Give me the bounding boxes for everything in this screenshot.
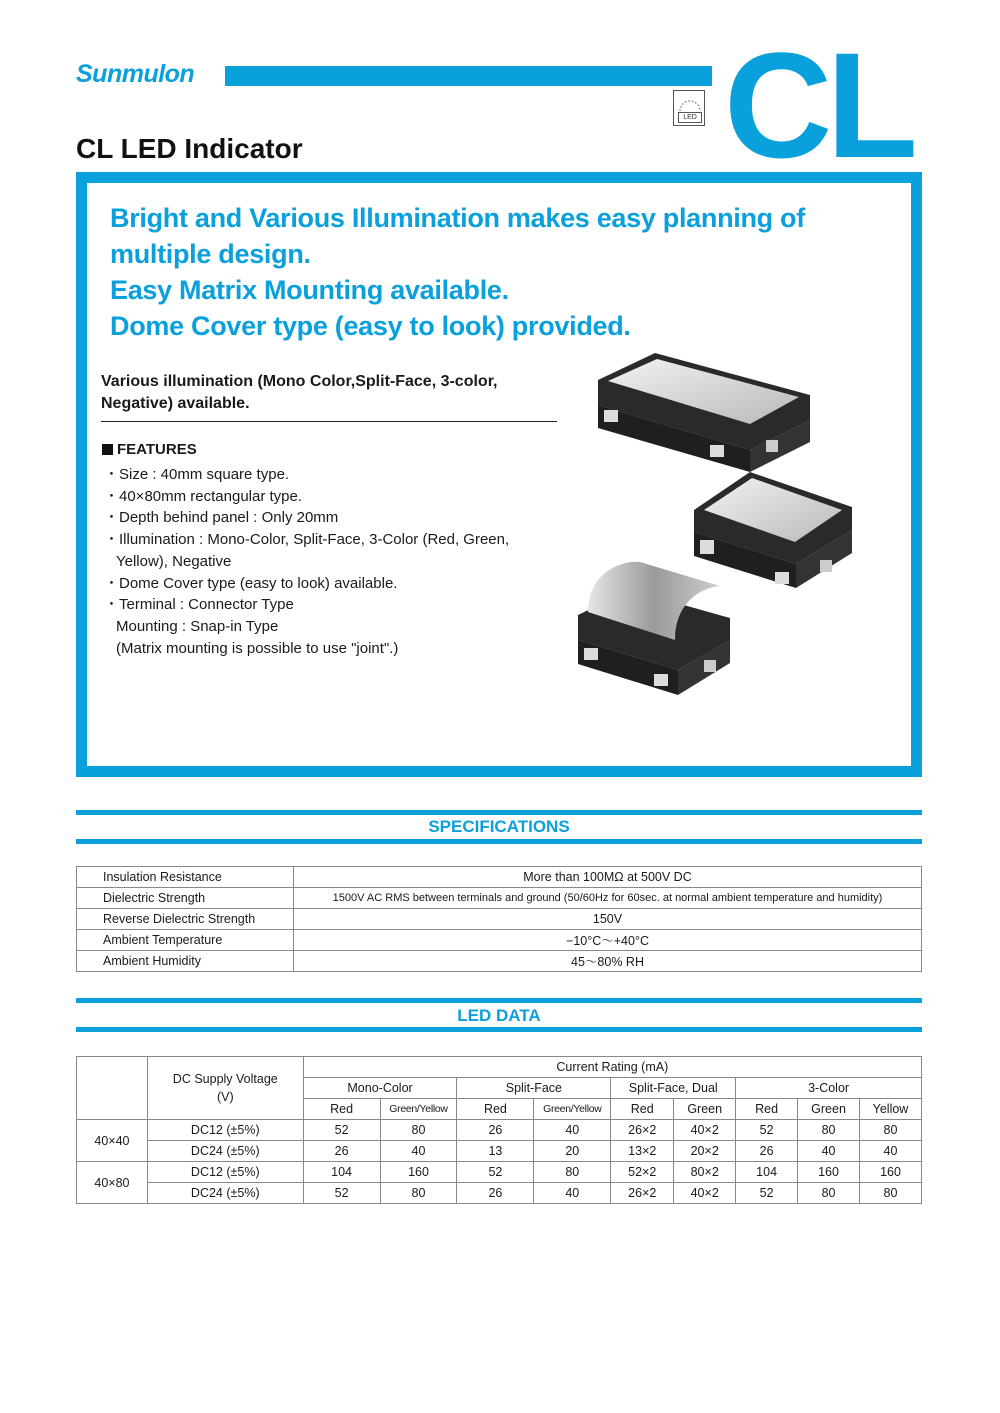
value-cell: 52 — [736, 1120, 798, 1141]
feature-line: Yellow), Negative — [116, 552, 232, 570]
features-title: FEATURES — [117, 441, 197, 458]
color-header: Yellow — [860, 1099, 922, 1120]
table-row — [77, 930, 922, 951]
color-header: Red — [736, 1099, 798, 1120]
spec-label: Reverse Dielectric Strength — [77, 909, 294, 930]
spec-label: Dielectric Strength — [77, 888, 294, 909]
group-header: 3-Color — [736, 1078, 922, 1099]
section-rule — [76, 839, 922, 844]
value-cell: 20 — [534, 1141, 611, 1162]
value-cell: 80 — [798, 1183, 860, 1204]
color-header: Red — [611, 1099, 674, 1120]
value-cell: 26 — [457, 1120, 534, 1141]
led-badge — [673, 90, 705, 126]
value-cell: 104 — [736, 1162, 798, 1183]
value-cell: 40 — [380, 1141, 457, 1162]
voltage-cell: DC12 (±5%) — [147, 1162, 303, 1183]
specifications-table — [76, 866, 922, 972]
feature-line: ・Size : 40mm square type. — [104, 466, 290, 483]
value-cell: 40 — [534, 1120, 611, 1141]
table-row — [77, 1183, 922, 1204]
led-badge-label: LED — [678, 112, 702, 123]
led-data-table — [76, 1056, 922, 1204]
value-cell: 80×2 — [674, 1162, 736, 1183]
voltage-cell: DC24 (±5%) — [147, 1141, 303, 1162]
spec-value: −10°C～+40°C — [294, 930, 922, 951]
value-cell: 52 — [457, 1162, 534, 1183]
feature-line: Mounting : Snap-in Type — [116, 617, 279, 635]
color-header: Green — [798, 1099, 860, 1120]
value-cell: 40 — [798, 1141, 860, 1162]
feature-line: ・Dome Cover type (easy to look) available. — [104, 574, 398, 592]
value-cell: 40×2 — [674, 1183, 736, 1204]
value-cell: 80 — [380, 1183, 457, 1204]
table-row — [77, 867, 922, 888]
feature-line: ・Depth behind panel : Only 20mm — [104, 509, 339, 527]
spec-label: Ambient Temperature — [77, 930, 294, 951]
header-bar — [225, 66, 712, 86]
value-cell: 26 — [736, 1141, 798, 1162]
group-header: Mono-Color — [303, 1078, 457, 1099]
table-row — [77, 888, 922, 909]
headline-line: Easy Matrix Mounting available. — [110, 275, 509, 305]
table-header-row — [77, 1057, 922, 1078]
value-cell: 52 — [303, 1120, 380, 1141]
features-heading — [102, 441, 197, 458]
value-cell: 52×2 — [611, 1162, 674, 1183]
spec-value: 1500V AC RMS between terminals and ground (50/60Hz for 60sec. at normal ambient temperature and humidity) — [294, 888, 922, 909]
value-cell: 52 — [736, 1183, 798, 1204]
spec-value: 150V — [294, 909, 922, 930]
table-row — [77, 1120, 922, 1141]
value-cell: 80 — [380, 1120, 457, 1141]
size-cell: 40×40 — [77, 1120, 148, 1162]
section-rule — [76, 1027, 922, 1032]
feature-line: (Matrix mounting is possible to use "joint".) — [116, 639, 399, 657]
table-row — [77, 951, 922, 972]
subhead-line: Various illumination (Mono Color,Split-Face, 3-color, — [101, 373, 498, 390]
header-text: DC Supply Voltage — [172, 1072, 278, 1086]
color-header: Green/Yellow — [534, 1099, 611, 1120]
specifications-title: SPECIFICATIONS — [428, 817, 570, 836]
header-text: (V) — [216, 1090, 234, 1104]
value-cell: 40 — [534, 1183, 611, 1204]
section-rule — [76, 810, 922, 815]
value-cell: 26 — [457, 1183, 534, 1204]
square-indicator-image — [694, 472, 852, 588]
series-code: CL — [724, 21, 912, 189]
value-cell: 160 — [380, 1162, 457, 1183]
feature-line: ・Illumination : Mono-Color, Split-Face, 3-Color (Red, Green, — [104, 531, 510, 549]
dome-indicator-image — [578, 562, 730, 695]
group-header: Split-Face — [457, 1078, 611, 1099]
page-title: CL LED Indicator — [76, 133, 303, 164]
headline-line: Bright and Various Illumination makes easy planning of — [110, 203, 805, 233]
led-data-title: LED DATA — [457, 1006, 541, 1025]
supply-voltage-header — [147, 1057, 303, 1120]
value-cell: 52 — [303, 1183, 380, 1204]
value-cell: 160 — [860, 1162, 922, 1183]
table-row — [77, 1162, 922, 1183]
value-cell: 104 — [303, 1162, 380, 1183]
table-row — [77, 1141, 922, 1162]
value-cell: 80 — [860, 1120, 922, 1141]
color-header: Red — [457, 1099, 534, 1120]
value-cell: 26 — [303, 1141, 380, 1162]
headlines — [110, 200, 890, 344]
value-cell: 26×2 — [611, 1183, 674, 1204]
value-cell: 80 — [860, 1183, 922, 1204]
spec-value: More than 100MΩ at 500V DC — [294, 867, 922, 888]
features-list — [104, 464, 564, 659]
spec-label: Ambient Humidity — [77, 951, 294, 972]
headline-line: Dome Cover type (easy to look) provided. — [110, 311, 631, 341]
rectangular-indicator-image — [598, 353, 810, 472]
spec-value: 45～80% RH — [294, 951, 922, 972]
value-cell: 80 — [798, 1120, 860, 1141]
brand-logo: Sunmulon — [76, 60, 195, 88]
value-cell: 40×2 — [674, 1120, 736, 1141]
current-rating-header: Current Rating (mA) — [303, 1057, 921, 1078]
subhead-line: Negative) available. — [101, 395, 250, 412]
group-header: Split-Face, Dual — [611, 1078, 736, 1099]
spec-label: Insulation Resistance — [77, 867, 294, 888]
size-cell: 40×80 — [77, 1162, 148, 1204]
color-header: Green/Yellow — [380, 1099, 457, 1120]
value-cell: 13×2 — [611, 1141, 674, 1162]
table-row — [77, 909, 922, 930]
size-header-cell — [77, 1057, 148, 1120]
headline-line: multiple design. — [110, 239, 311, 269]
value-cell: 80 — [534, 1162, 611, 1183]
voltage-cell: DC24 (±5%) — [147, 1183, 303, 1204]
subhead — [101, 371, 557, 422]
value-cell: 20×2 — [674, 1141, 736, 1162]
square-bullet-icon — [102, 444, 113, 455]
value-cell: 160 — [798, 1162, 860, 1183]
voltage-cell: DC12 (±5%) — [147, 1120, 303, 1141]
section-rule — [76, 998, 922, 1003]
color-header: Red — [303, 1099, 380, 1120]
value-cell: 26×2 — [611, 1120, 674, 1141]
value-cell: 13 — [457, 1141, 534, 1162]
led-glow-icon — [677, 94, 703, 112]
feature-line: ・40×80mm rectangular type. — [104, 487, 303, 505]
value-cell: 40 — [860, 1141, 922, 1162]
color-header: Green — [674, 1099, 736, 1120]
feature-line: ・Terminal : Connector Type — [104, 596, 294, 614]
product-illustration — [570, 350, 870, 720]
